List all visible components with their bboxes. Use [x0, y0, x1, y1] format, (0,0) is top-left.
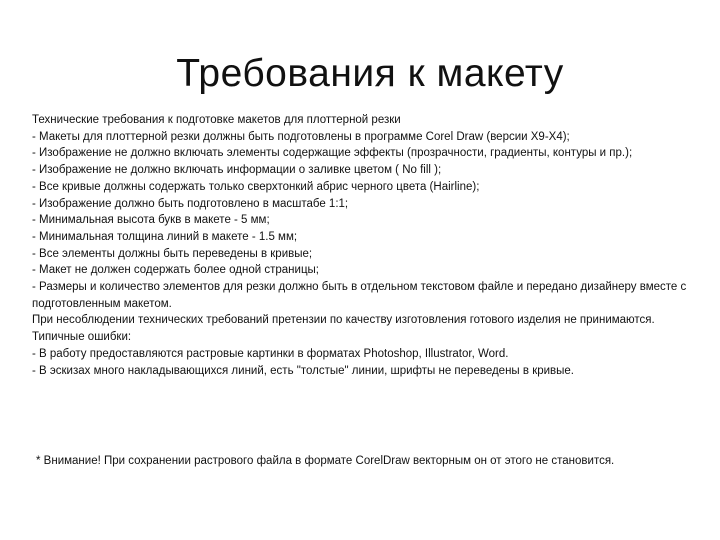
- requirement-item: - Изображение должно быть подготовлено в масштабе 1:1;: [32, 197, 349, 210]
- warning-line: При несоблюдении технических требований претензии по качеству изготовления готового изделия не принимаются.: [32, 314, 655, 327]
- requirement-item: - Все элементы должны быть переведены в кривые;: [32, 247, 313, 260]
- typical-errors-heading: Типичные ошибки:: [32, 331, 132, 344]
- slide-title: Требования к макету: [176, 52, 564, 95]
- requirement-item: - Изображение не должно включать информации о заливке цветом ( No fill );: [32, 164, 442, 177]
- error-item: - В работу предоставляются растровые картинки в форматах Photoshop, Illustrator, Word.: [32, 347, 509, 360]
- attention-note: * Внимание! При сохранении растрового файла в формате CorelDraw векторным он от этого не становится.: [36, 455, 615, 467]
- requirement-item: - Изображение не должно включать элементы содержащие эффекты (прозрачности, градиенты, контуры и пр.);: [32, 147, 633, 160]
- requirements-text: [32, 112, 692, 379]
- requirement-item: - Минимальная толщина линий в макете - 1.5 мм;: [32, 230, 298, 243]
- error-item: - В эскизах много накладывающихся линий, есть "толстые" линии, шрифты не переведены в кривые.: [32, 364, 575, 377]
- requirement-item: - Макеты для плоттерной резки должны быть подготовлены в программе Corel Draw (версии X9-X4);: [32, 130, 570, 143]
- requirement-item: - Все кривые должны содержать только сверхтонкий абрис черного цвета (Hairline);: [32, 180, 480, 193]
- requirement-item: - Макет не должен содержать более одной страницы;: [32, 264, 319, 277]
- requirement-item: - Минимальная высота букв в макете - 5 мм;: [32, 214, 270, 227]
- intro-line: Технические требования к подготовке макетов для плоттерной резки: [32, 114, 401, 126]
- requirement-item: - Размеры и количество элементов для резки должно быть в отдельном текстовом файле и передано дизайнеру вместе с подготовленным макетом.: [32, 281, 687, 310]
